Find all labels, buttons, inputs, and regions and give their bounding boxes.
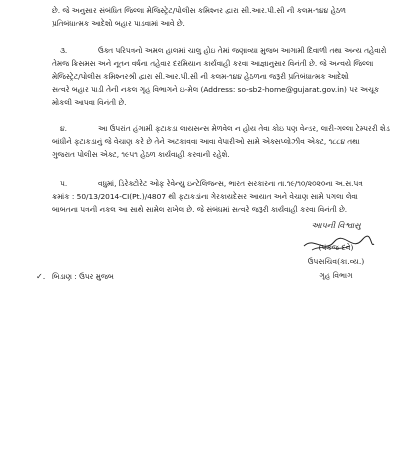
para-4-number: ૪. [60,124,67,133]
signature-salutation: આપની વિશ્વાસુ [311,221,361,230]
para-3-line-3: મેજિસ્ટ્રેટ/પોલીસ કમિશ્નરશ્રી દ્વારા સી.આર.પી.સી ની કલમ-૧૪૪ હેઠળના જરૂરી પ્રતિબંધાત્મક આદેશો [52,72,349,81]
signatory-name: (પંકજ દવે) [318,243,354,252]
para-5-number: ૫. [60,179,68,188]
annotation-mark: ✓. [36,272,46,281]
para-3-line-5: મોકલી આપવા વિનંતી છે. [52,98,127,107]
para-3-number: ૩. [60,46,68,55]
para-intro-line-2: પ્રતિબંધાત્મક આદેશો બહાર પાડવામાં આવે છે. [52,19,185,28]
para-5-line-3: બાબતના પત્રની નકલ આ સાથે સામેલ રાખેલ છે. જે સંબંધમાં સત્વરે જરૂરી કાર્યવાહી કરવા વિનંતી છે. [52,205,348,214]
para-4-line-3: ગુજરાત પોલીસ એક્ટ, ૧૯૫૧ હેઠળ કાર્યવાહી કરવાની રહેશે. [52,150,230,159]
para-intro-line-1: છે. જે અનુસાર સંબંધિત જિલ્લા મેજિસ્ટ્રેટ/પોલીસ કમિશ્નર દ્વારા સી.આર.પી.સી ની કલમ-૧૪૪ હેઠળ [52,6,346,15]
para-3-line-1: ઉક્ત પરિપત્રનો અમલ હાલમાં ચાલુ હોઇ તેમાં જણાવ્યા મુજબ આગામી દિવાળી તથા અન્ય તહેવારો [98,46,387,55]
signatory-designation: ઉપસચિવ(કા.વ્ય.) [307,257,365,266]
para-5-line-2: ક્રમાંક : 50/13/2014-CI(Pt.)/4807 થી ફટાકડાંના ગેરકાયદેસર આયાત અને વેચાણ સામે પગલા લેવા [52,192,358,201]
para-4-line-2: બાંધીને ફટાકડાનું જે વેચાણ કરે છે તેને અટકાવવા આવા વેપારીઓ સામે એક્સપ્લોઝીવ એક્ટ, ૧૮૮૪ તથા [52,137,360,146]
para-3-line-4: સત્વરે બહાર પાડી તેની નકલ ગૃહ વિભાગને ઇ-મેલ (Address: so-sb2-home@gujarat.gov.in) પર અચૂક [52,85,380,94]
para-5-line-1: વધુમાં, ડિરેક્ટોરેટ ઓફ રેવેન્યુ ઇન્ટેલિજન્સ, ભારત સરકારના તા.૧૯/૧૦/૨૦૨૦ના અ.સ.પત્ર [98,179,363,188]
signatory-department: ગૃહ વિભાગ [319,271,353,280]
para-4-line-1: આ ઉપરાંત હંગામી ફટાકડા લાયસન્સ મેળવેલ ન હોય તેવા કોઇ પણ વેન્ડર, લારી-ગલ્લા ટેમ્પરરી શેડ [98,124,390,133]
enclosure-note: બિડાણ : ઉપર મુજબ [52,272,114,281]
para-3-line-2: તેમજ ક્રિસમસ અને નૂતન વર્ષના તહેવાર દરમિયાન કાર્યવાહી કરવા આજ્ઞાનુસાર વિનંતી છે. જે અન્વયે જિલ્લા [52,59,374,68]
